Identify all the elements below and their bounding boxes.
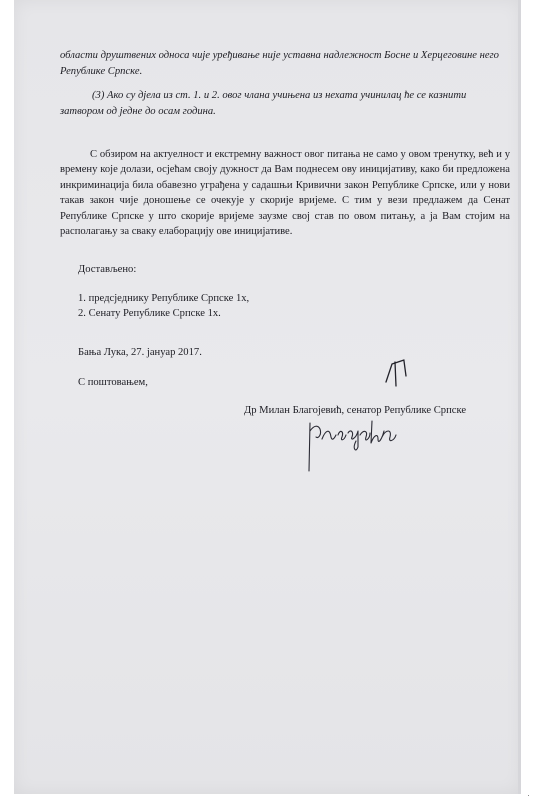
recipient-2: 2. Сенату Републике Српске 1х. — [78, 308, 221, 319]
handwritten-signature — [304, 415, 414, 475]
recipient-1: 1. предсједнику Републике Српске 1х, — [78, 293, 250, 304]
initial-mark — [382, 352, 412, 392]
closing: С поштовањем, — [78, 377, 148, 388]
document-page — [14, 0, 521, 794]
page-edge — [518, 0, 521, 794]
article-line-3: (3) Ако су дјела из ст. 1. и 2. овог члана учињена из нехата учинилац ће се казнити — [92, 90, 467, 101]
place-date: Бања Лука, 27. јануар 2017. — [78, 347, 202, 358]
article-line-1: области друштвених односа чије уређивање није уставна надлежност Босне и Херцеговине него — [60, 50, 499, 61]
signatory: Др Милан Благојевић, сенатор Републике Српске — [244, 405, 467, 416]
body-paragraph: С обзиром на актуелност и екстремну важност овог питања не само у овом тренутку, већ и у времену које долази, осјећам своју дужност да Вам поднесем ову иницијативу, како би предложена инкриминација била обавезно уграђена у садашњи Кривични закон Републике Српске, или у нови такав закон чије доношење се очекује у скорије вријеме. С тим у вези предлажем да Сенат Републике Српске у што скорије вријеме заузме свој став по овом питању, а ја Вам стојим на располагању за сваку елаборацију ове иницијативе. — [60, 149, 510, 238]
delivered-label: Достављено: — [78, 264, 137, 275]
scan-corner-mark: · — [527, 790, 530, 800]
article-line-4: затвором од једне до осам година. — [60, 106, 216, 117]
article-line-2: Републике Српске. — [60, 66, 143, 77]
